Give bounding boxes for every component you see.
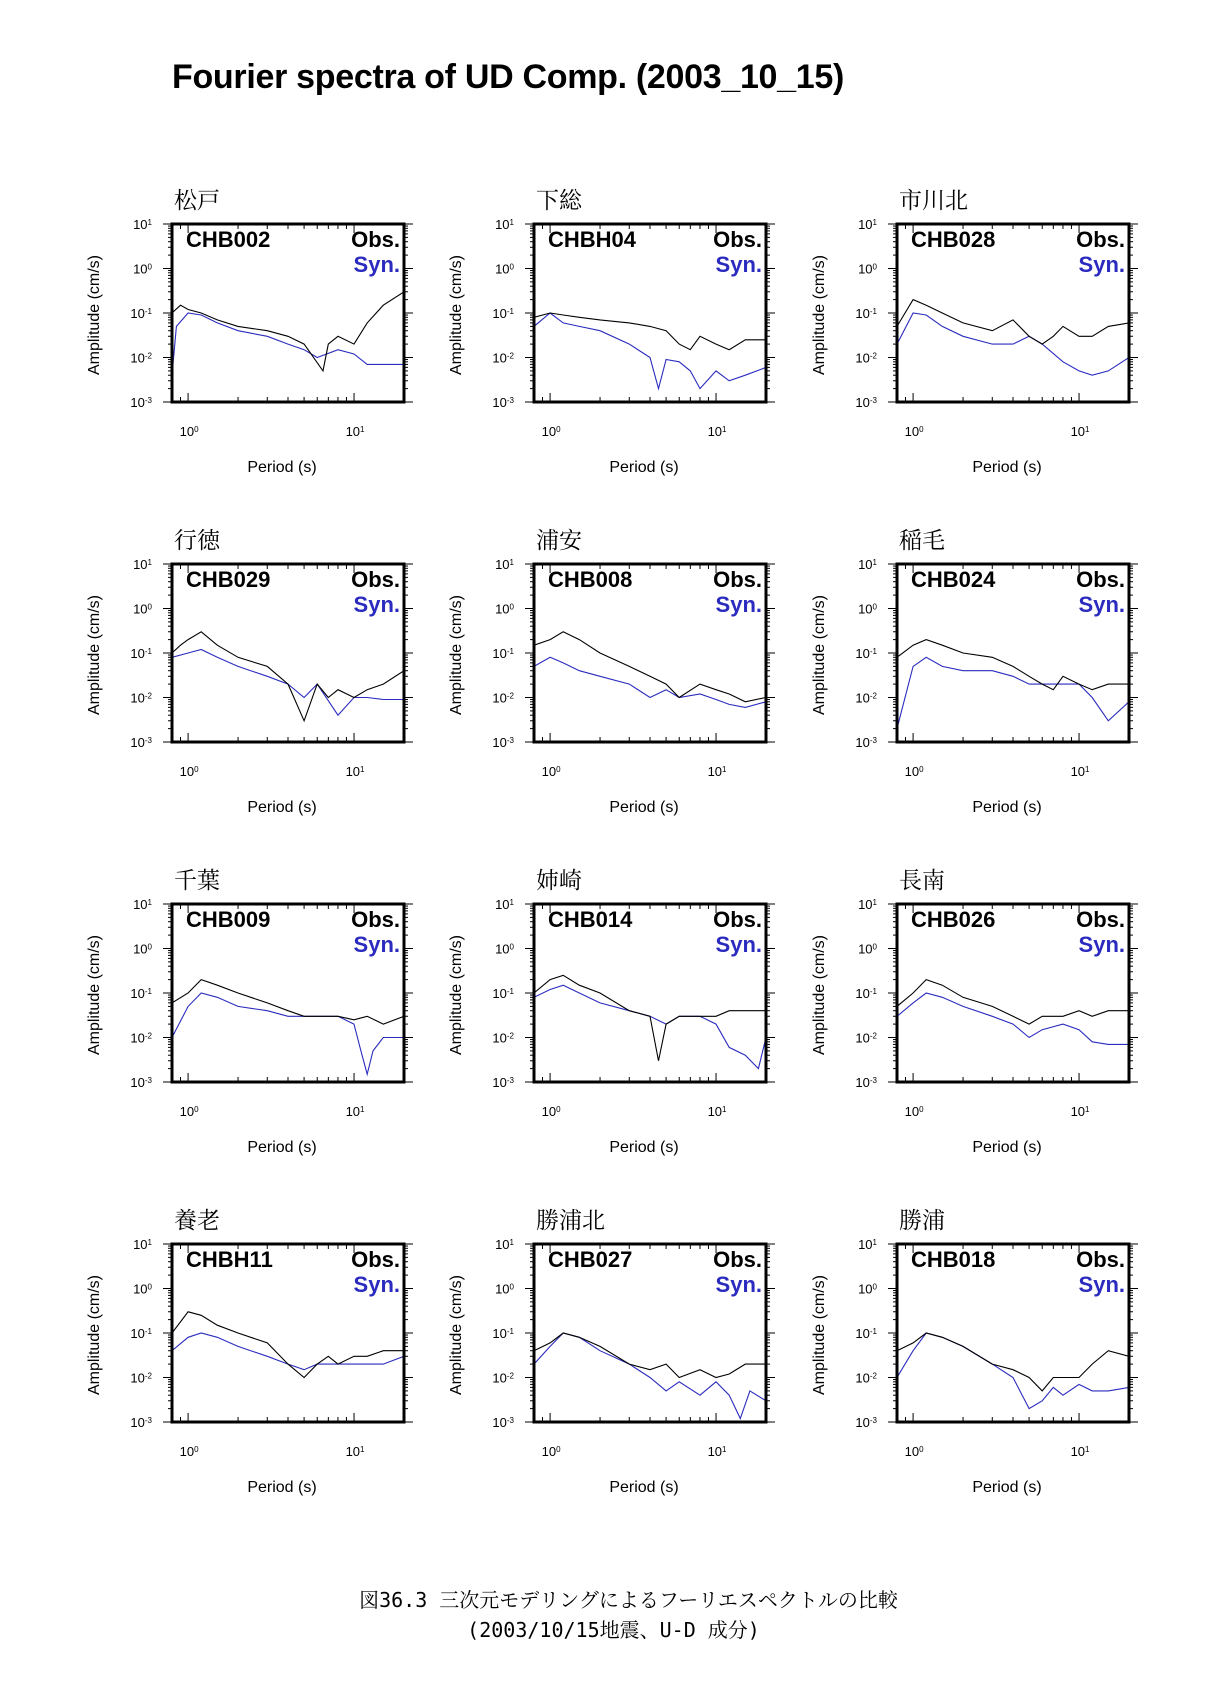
spectrum-panel-CHB028	[811, 188, 1138, 476]
x-tick-label: $10^1$	[707, 1444, 727, 1459]
y-tick-label: $10^0$	[858, 261, 877, 277]
x-axis-label: Period (s)	[609, 1479, 679, 1496]
y-tick-label: $10^{-1}$	[492, 306, 514, 321]
x-tick-label: $10^0$	[904, 424, 924, 439]
x-tick-label: $10^0$	[179, 764, 199, 779]
spectrum-panel-CHB027	[448, 1208, 775, 1496]
y-tick-label: $10^1$	[495, 897, 514, 912]
legend-obs: Obs.	[1076, 907, 1125, 932]
legend-obs: Obs.	[1076, 227, 1125, 252]
syn-series-line	[897, 1333, 1129, 1409]
y-tick-label: $10^0$	[133, 601, 152, 617]
y-axis-label: Amplitude (cm/s)	[86, 934, 103, 1056]
station-code: CHB018	[911, 1247, 996, 1272]
x-axis-label: Period (s)	[247, 459, 317, 476]
obs-series-line	[897, 640, 1129, 690]
site-name: 市川北	[899, 188, 968, 214]
legend-obs: Obs.	[713, 907, 762, 932]
y-tick-label: $10^1$	[133, 897, 152, 912]
syn-series-line	[172, 313, 404, 375]
legend-obs: Obs.	[713, 567, 762, 592]
y-tick-label: $10^{-1}$	[855, 1326, 877, 1341]
x-tick-label: $10^1$	[707, 1104, 727, 1119]
x-axis-label: Period (s)	[972, 1479, 1042, 1496]
site-name: 浦安	[536, 528, 582, 554]
spectrum-panel-CHBH11	[86, 1208, 413, 1496]
x-tick-label: $10^1$	[1070, 1444, 1090, 1459]
obs-series-line	[897, 1333, 1129, 1391]
y-tick-label: $10^{-2}$	[130, 690, 152, 706]
legend-obs: Obs.	[351, 567, 400, 592]
legend-syn: Syn.	[715, 592, 762, 617]
x-axis-label: Period (s)	[609, 799, 679, 816]
y-tick-label: $10^{-3}$	[492, 395, 514, 410]
station-code: CHB009	[186, 907, 271, 932]
legend-syn: Syn.	[353, 932, 400, 957]
y-tick-label: $10^{-1}$	[855, 986, 877, 1001]
station-code: CHB029	[186, 567, 271, 592]
spectrum-panel-CHBH04	[448, 188, 775, 476]
y-tick-label: $10^{-2}$	[855, 1030, 877, 1046]
obs-series-line	[172, 632, 404, 721]
obs-series-line	[534, 313, 766, 350]
y-tick-label: $10^1$	[858, 557, 877, 572]
legend-syn: Syn.	[353, 592, 400, 617]
x-tick-label: $10^1$	[345, 424, 365, 439]
obs-series-line	[897, 980, 1129, 1025]
y-axis-label: Amplitude (cm/s)	[448, 594, 465, 716]
y-tick-label: $10^0$	[133, 941, 152, 957]
legend-syn: Syn.	[1078, 1272, 1125, 1297]
y-tick-label: $10^1$	[133, 557, 152, 572]
obs-series-line	[897, 300, 1129, 345]
y-tick-label: $10^{-1}$	[492, 986, 514, 1001]
spectrum-panel-CHB026	[811, 868, 1138, 1156]
syn-series-line	[534, 985, 766, 1068]
legend-syn: Syn.	[353, 252, 400, 277]
syn-series-line	[897, 657, 1129, 728]
x-tick-label: $10^0$	[904, 1104, 924, 1119]
legend-obs: Obs.	[351, 1247, 400, 1272]
y-tick-label: $10^0$	[858, 1281, 877, 1297]
y-tick-label: $10^{-2}$	[130, 1370, 152, 1386]
spectrum-panel-CHB029	[86, 528, 413, 816]
x-tick-label: $10^1$	[345, 1444, 365, 1459]
y-tick-label: $10^1$	[495, 1237, 514, 1252]
legend-obs: Obs.	[1076, 567, 1125, 592]
x-tick-label: $10^1$	[1070, 424, 1090, 439]
x-axis-label: Period (s)	[609, 1139, 679, 1156]
site-name: 千葉	[174, 868, 220, 894]
x-axis-label: Period (s)	[972, 1139, 1042, 1156]
y-tick-label: $10^{-1}$	[855, 306, 877, 321]
x-tick-label: $10^1$	[345, 1104, 365, 1119]
y-tick-label: $10^{-1}$	[492, 1326, 514, 1341]
site-name: 下総	[536, 188, 582, 214]
y-axis-label: Amplitude (cm/s)	[811, 594, 828, 716]
y-tick-label: $10^{-2}$	[855, 350, 877, 366]
x-tick-label: $10^1$	[1070, 1104, 1090, 1119]
y-tick-label: $10^1$	[495, 557, 514, 572]
x-tick-label: $10^0$	[541, 764, 561, 779]
figure-caption	[0, 1585, 1227, 1645]
x-tick-label: $10^1$	[707, 424, 727, 439]
y-axis-label: Amplitude (cm/s)	[86, 1274, 103, 1396]
x-tick-label: $10^1$	[707, 764, 727, 779]
legend-syn: Syn.	[715, 252, 762, 277]
x-tick-label: $10^0$	[541, 424, 561, 439]
y-tick-label: $10^{-1}$	[130, 986, 152, 1001]
spectrum-panel-CHB002	[86, 188, 413, 476]
y-tick-label: $10^1$	[133, 1237, 152, 1252]
y-tick-label: $10^{-3}$	[855, 735, 877, 750]
y-tick-label: $10^0$	[495, 261, 514, 277]
y-tick-label: $10^0$	[495, 1281, 514, 1297]
syn-series-line	[897, 313, 1129, 375]
obs-series-line	[172, 292, 404, 371]
y-axis-label: Amplitude (cm/s)	[811, 1274, 828, 1396]
y-tick-label: $10^1$	[133, 217, 152, 232]
y-axis-label: Amplitude (cm/s)	[448, 254, 465, 376]
y-tick-label: $10^{-3}$	[855, 1415, 877, 1430]
y-tick-label: $10^0$	[133, 1281, 152, 1297]
x-tick-label: $10^0$	[904, 764, 924, 779]
y-tick-label: $10^{-1}$	[130, 1326, 152, 1341]
x-axis-label: Period (s)	[972, 799, 1042, 816]
y-tick-label: $10^0$	[495, 601, 514, 617]
station-code: CHB026	[911, 907, 996, 932]
obs-series-line	[172, 1312, 404, 1378]
obs-series-line	[534, 632, 766, 702]
legend-obs: Obs.	[1076, 1247, 1125, 1272]
site-name: 姉崎	[536, 868, 582, 894]
syn-series-line	[897, 993, 1129, 1044]
y-axis-label: Amplitude (cm/s)	[86, 254, 103, 376]
y-tick-label: $10^{-3}$	[492, 735, 514, 750]
y-tick-label: $10^{-1}$	[855, 646, 877, 661]
y-tick-label: $10^{-2}$	[130, 350, 152, 366]
legend-syn: Syn.	[1078, 932, 1125, 957]
x-axis-label: Period (s)	[247, 1139, 317, 1156]
page-title: Fourier spectra of UD Comp. (2003_10_15)	[172, 58, 845, 96]
y-tick-label: $10^1$	[858, 217, 877, 232]
y-tick-label: $10^{-2}$	[492, 1030, 514, 1046]
y-tick-label: $10^{-3}$	[130, 1415, 152, 1430]
x-tick-label: $10^0$	[541, 1104, 561, 1119]
legend-obs: Obs.	[713, 1247, 762, 1272]
y-tick-label: $10^0$	[133, 261, 152, 277]
x-axis-label: Period (s)	[247, 1479, 317, 1496]
syn-series-line	[534, 313, 766, 389]
syn-series-line	[534, 1333, 766, 1419]
y-axis-label: Amplitude (cm/s)	[448, 1274, 465, 1396]
station-code: CHB028	[911, 227, 996, 252]
y-tick-label: $10^{-2}$	[492, 350, 514, 366]
site-name: 行徳	[174, 528, 220, 554]
y-tick-label: $10^{-2}$	[855, 1370, 877, 1386]
y-tick-label: $10^{-3}$	[130, 1075, 152, 1090]
y-axis-label: Amplitude (cm/s)	[811, 934, 828, 1056]
caption-line-1: 図36.3 三次元モデリングによるフーリエスペクトルの比較	[359, 1588, 898, 1612]
y-tick-label: $10^{-2}$	[855, 690, 877, 706]
legend-syn: Syn.	[715, 1272, 762, 1297]
station-code: CHBH04	[548, 227, 637, 252]
site-name: 勝浦北	[536, 1208, 605, 1234]
station-code: CHB008	[548, 567, 633, 592]
legend-syn: Syn.	[1078, 592, 1125, 617]
spectrum-panel-CHB009	[86, 868, 413, 1156]
y-tick-label: $10^{-3}$	[855, 1075, 877, 1090]
x-tick-label: $10^0$	[904, 1444, 924, 1459]
legend-syn: Syn.	[1078, 252, 1125, 277]
y-tick-label: $10^0$	[858, 941, 877, 957]
site-name: 養老	[174, 1208, 220, 1234]
syn-series-line	[172, 993, 404, 1074]
station-code: CHB002	[186, 227, 271, 252]
station-code: CHB027	[548, 1247, 633, 1272]
x-tick-label: $10^1$	[1070, 764, 1090, 779]
station-code: CHBH11	[186, 1247, 273, 1272]
x-tick-label: $10^0$	[179, 424, 199, 439]
y-tick-label: $10^{-3}$	[130, 395, 152, 410]
station-code: CHB014	[548, 907, 633, 932]
syn-series-line	[534, 657, 766, 707]
syn-series-line	[172, 650, 404, 716]
site-name: 長南	[899, 868, 945, 894]
y-tick-label: $10^0$	[495, 941, 514, 957]
y-tick-label: $10^{-3}$	[130, 735, 152, 750]
y-tick-label: $10^{-1}$	[492, 646, 514, 661]
y-tick-label: $10^{-1}$	[130, 306, 152, 321]
x-tick-label: $10^0$	[179, 1444, 199, 1459]
y-tick-label: $10^{-3}$	[492, 1075, 514, 1090]
legend-obs: Obs.	[351, 907, 400, 932]
legend-obs: Obs.	[713, 227, 762, 252]
y-tick-label: $10^{-2}$	[130, 1030, 152, 1046]
y-tick-label: $10^1$	[495, 217, 514, 232]
y-tick-label: $10^0$	[858, 601, 877, 617]
y-tick-label: $10^{-3}$	[855, 395, 877, 410]
site-name: 稲毛	[899, 528, 945, 554]
y-axis-label: Amplitude (cm/s)	[448, 934, 465, 1056]
y-tick-label: $10^{-1}$	[130, 646, 152, 661]
x-tick-label: $10^0$	[179, 1104, 199, 1119]
obs-series-line	[534, 1333, 766, 1378]
x-tick-label: $10^1$	[345, 764, 365, 779]
y-tick-label: $10^{-2}$	[492, 1370, 514, 1386]
y-axis-label: Amplitude (cm/s)	[86, 594, 103, 716]
y-tick-label: $10^{-3}$	[492, 1415, 514, 1430]
spectrum-panel-CHB014	[448, 868, 775, 1156]
y-axis-label: Amplitude (cm/s)	[811, 254, 828, 376]
y-tick-label: $10^{-2}$	[492, 690, 514, 706]
y-tick-label: $10^1$	[858, 897, 877, 912]
legend-syn: Syn.	[715, 932, 762, 957]
y-tick-label: $10^1$	[858, 1237, 877, 1252]
spectrum-panel-CHB018	[811, 1208, 1138, 1496]
x-axis-label: Period (s)	[972, 459, 1042, 476]
legend-obs: Obs.	[351, 227, 400, 252]
site-name: 松戸	[174, 188, 220, 214]
caption-line-2: (2003/10/15地震、U-D 成分)	[467, 1618, 760, 1642]
spectrum-panel-CHB008	[448, 528, 775, 816]
spectrum-panel-CHB024	[811, 528, 1138, 816]
site-name: 勝浦	[899, 1208, 945, 1234]
station-code: CHB024	[911, 567, 996, 592]
x-axis-label: Period (s)	[247, 799, 317, 816]
legend-syn: Syn.	[353, 1272, 400, 1297]
x-axis-label: Period (s)	[609, 459, 679, 476]
obs-series-line	[172, 980, 404, 1025]
x-tick-label: $10^0$	[541, 1444, 561, 1459]
